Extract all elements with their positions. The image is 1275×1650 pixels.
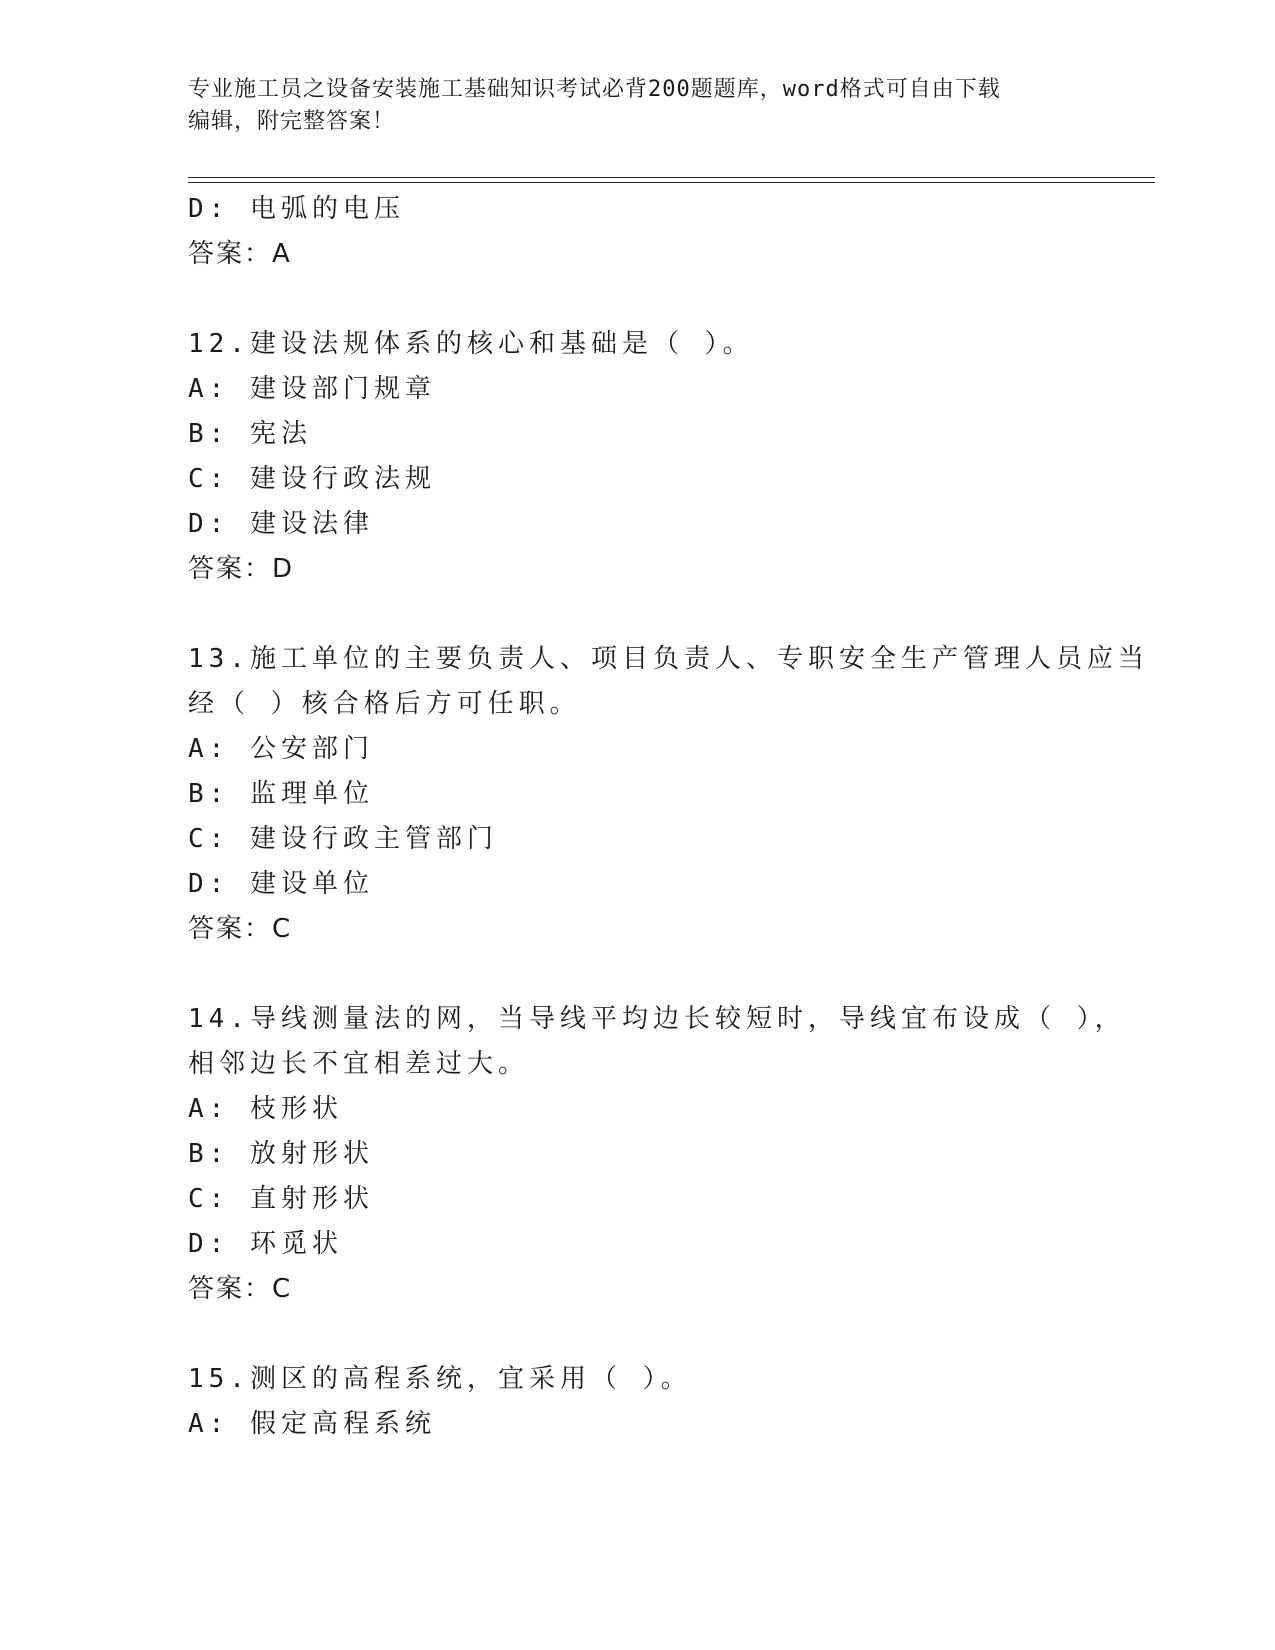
q13-answer: 答案：C (188, 914, 293, 944)
q14-answer: 答案：C (188, 1274, 293, 1304)
q13-stem-line-1: 13.施工单位的主要负责人、项目负责人、专职安全生产管理人员应当 (188, 644, 1149, 674)
q14-option-b: B: 放射形状 (188, 1139, 374, 1169)
q12-option-d: D: 建设法律 (188, 509, 374, 539)
prev-option-d: D: 电弧的电压 (188, 194, 405, 224)
q14-option-a: A: 枝形状 (188, 1094, 343, 1124)
header-divider-bottom (188, 182, 1155, 183)
q14-stem-line-1: 14.导线测量法的网，当导线平均边长较短时，导线宜布设成（ ）， (188, 1004, 1126, 1034)
q13-option-b: B: 监理单位 (188, 779, 374, 809)
header-divider-top (188, 177, 1155, 178)
q13-option-c: C: 建设行政主管部门 (188, 824, 498, 854)
q15-stem: 15.测区的高程系统，宜采用（ ）。 (188, 1364, 692, 1394)
prev-answer: 答案：A (188, 239, 292, 269)
q13-option-d: D: 建设单位 (188, 869, 374, 899)
q12-option-b: B: 宪法 (188, 419, 312, 449)
q13-stem-line-2: 经（ ）核合格后方可任职。 (188, 689, 581, 719)
q14-option-d: D: 环觅状 (188, 1229, 343, 1259)
q14-stem-line-2: 相邻边长不宜相差过大。 (188, 1049, 530, 1079)
header-title-line-1: 专业施工员之设备安装施工基础知识考试必背200题题库，word格式可自由下载 (188, 77, 1001, 102)
q14-option-c: C: 直射形状 (188, 1184, 374, 1214)
document-header (188, 74, 1068, 138)
header-title-line-2: 编辑，附完整答案！ (188, 109, 396, 134)
q12-answer: 答案：D (188, 554, 295, 584)
q12-stem: 12.建设法规体系的核心和基础是（ ）。 (188, 329, 754, 359)
q12-option-a: A: 建设部门规章 (188, 374, 436, 404)
q15-option-a: A: 假定高程系统 (188, 1409, 436, 1439)
q13-option-a: A: 公安部门 (188, 734, 374, 764)
q12-option-c: C: 建设行政法规 (188, 464, 436, 494)
